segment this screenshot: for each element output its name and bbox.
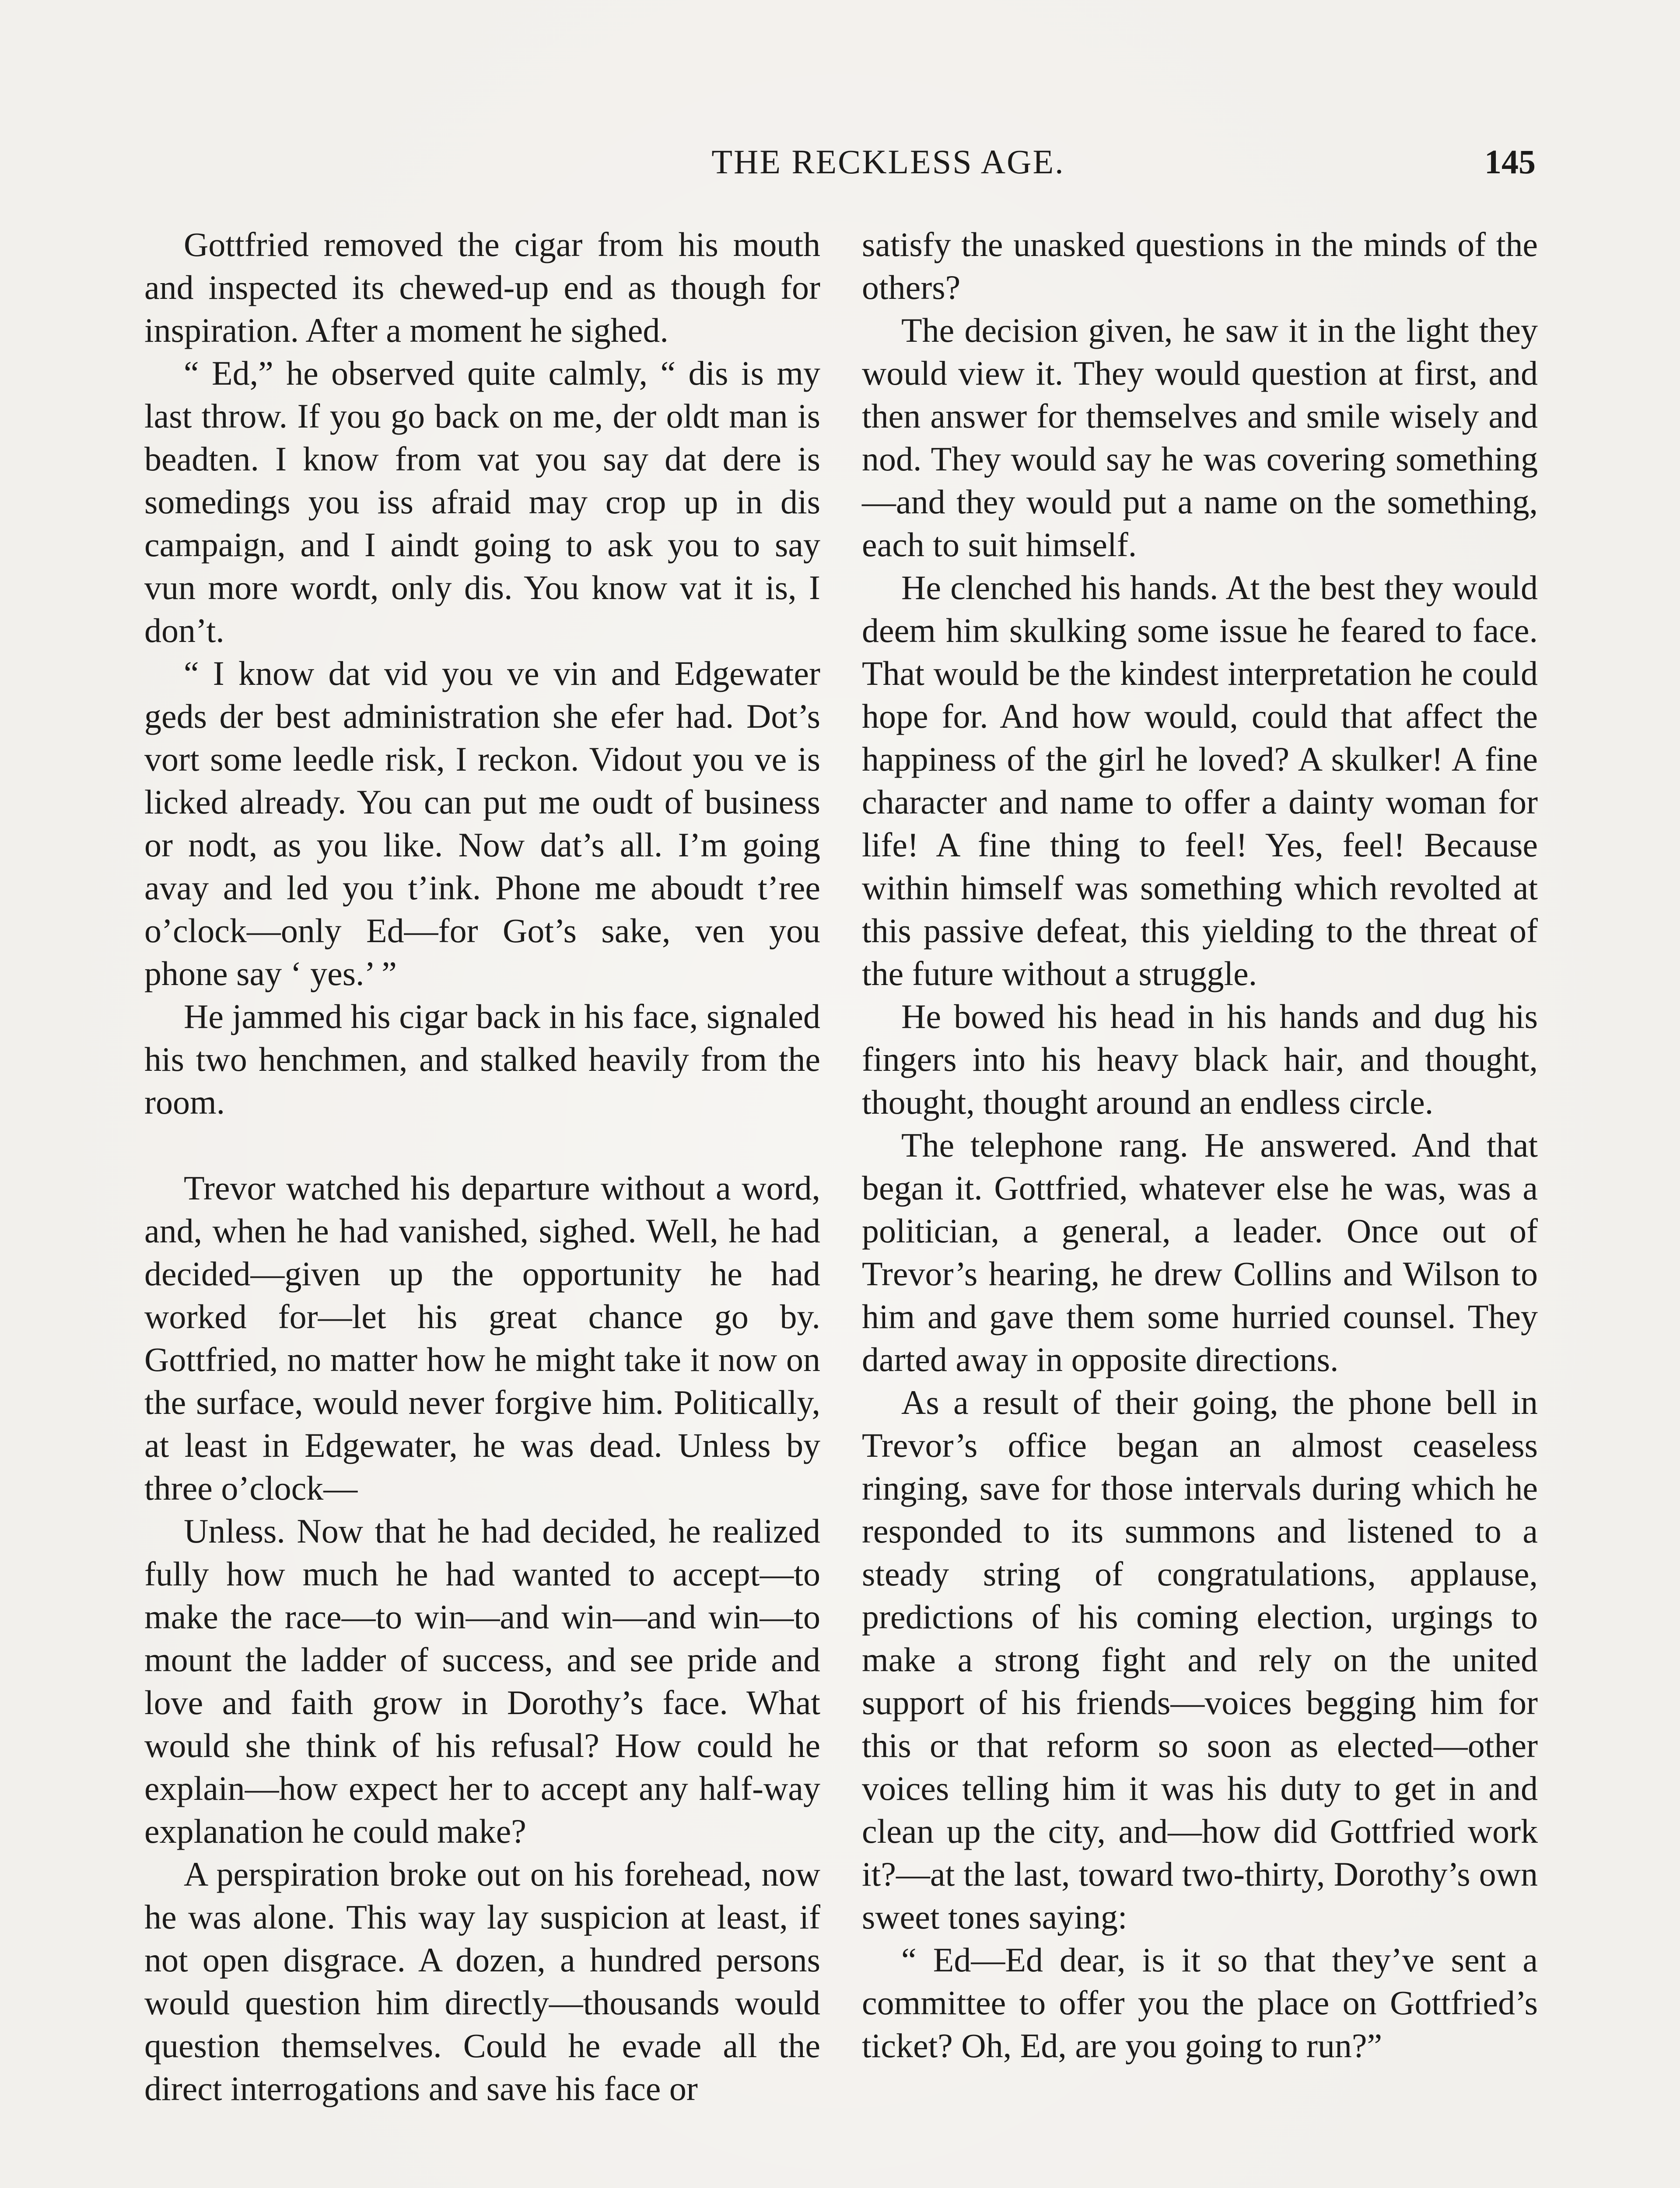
paragraph: The decision given, he saw it in the light they would view it. They would question at first, and then answer for themselves and smile wisely and nod. They would say he was covering something—and they would put a name on the something, each to suit himself. (862, 311, 1538, 564)
paragraph: “ I know dat vid you ve vin and Edgewater geds der best administration she efer had. Dot’s vort some leedle risk, I reckon. Vidout you ve is licked already. You can put me oudt of business or nodt, as you like. Now dat’s all. I’m going avay and led you t’ink. Phone me aboudt t’ree o’clock—only Ed—for Got’s sake, ven you phone say ‘ yes.’ ” (144, 654, 820, 992)
running-title: THE RECKLESS AGE. (711, 143, 1065, 181)
paragraph: “ Ed,” he observed quite calmly, “ dis is my last throw. If you go back on me, der oldt man is beadten. I know from vat you say dat dere is somedings you iss afraid may crop up in dis campaign, and I aindt going to ask you to say vun more wordt, only dis. You know vat it is, I don’t. (144, 354, 820, 649)
page-number: 145 (1484, 143, 1536, 181)
paragraph: He jammed his cigar back in his face, signaled his two henchmen, and stalked heavily from the room. (144, 997, 820, 1121)
paragraph: Unless. Now that he had decided, he realized fully how much he had wanted to accept—to make the race—to win—and win—and win—to mount the ladder of success, and see pride and love and faith grow in Dorothy’s face. What would she think of his refusal? How could he explain—how expect her to accept any half-way explanation he could make? (144, 1512, 820, 1850)
left-column (144, 223, 820, 2110)
right-column (862, 223, 1538, 2067)
paragraph: “ Ed—Ed dear, is it so that they’ve sent a committee to offer you the place on Gottfried’s ticket? Oh, Ed, are you going to run?” (862, 1941, 1538, 2065)
paragraph: A perspiration broke out on his forehead, now he was alone. This way lay suspicion at least, if not open disgrace. A dozen, a hundred persons would question him directly—thousands would question themselves. Could he evade all the direct interrogations and save his face or (144, 1855, 820, 2107)
paragraph: He bowed his head in his hands and dug his fingers into his heavy black hair, and thought, thought, thought around an endless circle. (862, 997, 1538, 1121)
paragraph: The telephone rang. He answered. And that began it. Gottfried, whatever else he was, was a politician, a general, a leader. Once out of Trevor’s hearing, he drew Collins and Wilson to him and gave them some hurried counsel. They darted away in opposite directions. (862, 1126, 1538, 1378)
paragraph: As a result of their going, the phone bell in Trevor’s office began an almost ceaseless ringing, save for those intervals during which he responded to its summons and listened to a steady string of congratulations, applause, predictions of his coming election, urgings to make a strong fight and rely on the united support of his friends—voices begging him for this or that reform so soon as elected—other voices telling him it was his duty to get in and clean up the city, and—how did Gottfried work it?—at the last, toward two-thirty, Dorothy’s own sweet tones saying: (862, 1383, 1538, 1936)
paragraph: satisfy the unasked questions in the minds of the others? (862, 225, 1538, 306)
paragraph: He clenched his hands. At the best they would deem him skulking some issue he feared to face. That would be the kindest interpretation he could hope for. And how would, could that affect the happiness of the girl he loved? A skulker! A fine character and name to offer a dainty woman for life! A fine thing to feel! Yes, feel! Because within himself was something which revolted at this passive defeat, this yielding to the threat of the future without a struggle. (862, 568, 1538, 992)
paragraph: Gottfried removed the cigar from his mouth and inspected its chewed-up end as though for inspiration. After a moment he sighed. (144, 225, 820, 349)
paragraph: Trevor watched his departure without a word, and, when he had vanished, sighed. Well, he had decided—given up the opportunity he had worked for—let his great chance go by. Gottfried, no matter how he might take it now on the surface, would never forgive him. Politically, at least in Edgewater, he was dead. Unless by three o’clock— (144, 1169, 820, 1507)
